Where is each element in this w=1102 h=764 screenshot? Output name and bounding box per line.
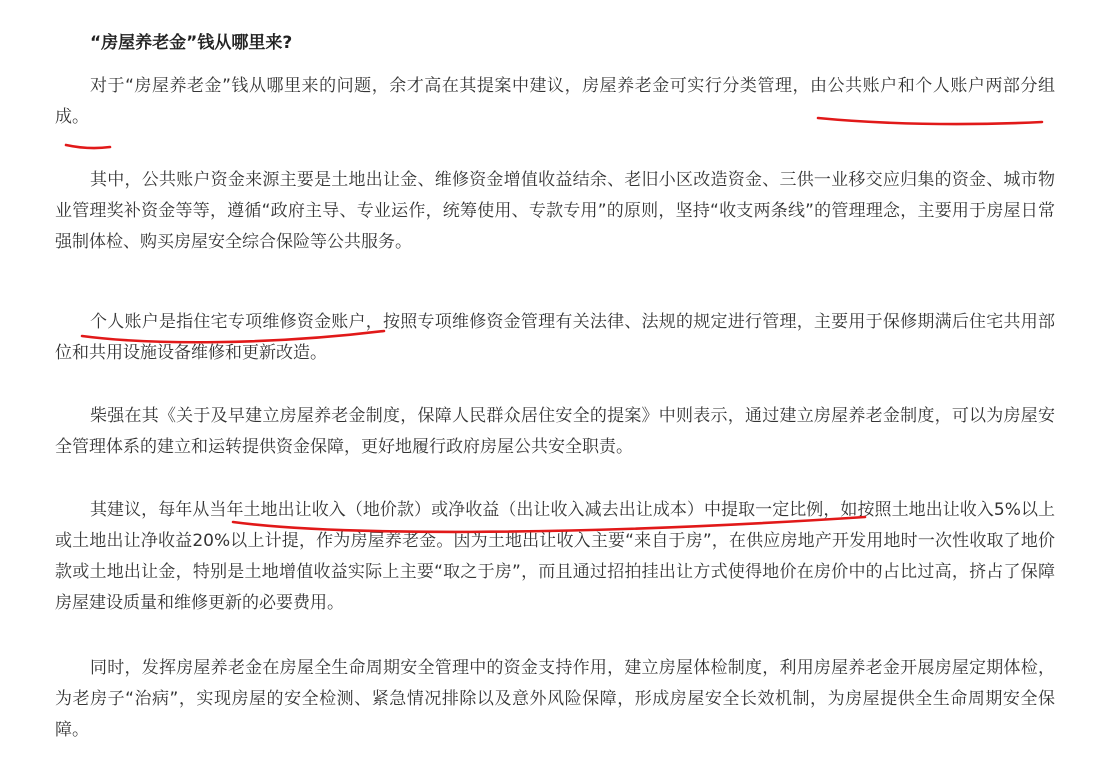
paragraph-4: 柴强在其《关于及早建立房屋养老金制度，保障人民群众居住安全的提案》中则表示，通过建立房屋养老金制度，可以为房屋安全管理体系的建立和运转提供资金保障，更好地履行政府房屋公共安全职责。 — [55, 406, 1055, 457]
paragraph-2: 其中，公共账户资金来源主要是土地出让金、维修资金增值收益结余、老旧小区改造资金、三供一业移交应归集的资金、城市物业管理奖补资金等等，遵循“政府主导、专业运作，统筹使用、专款专用”的原则，坚持“收支两条线”的管理理念，主要用于房屋日常强制体检、购买房屋安全综合保险等公共服务。 — [55, 170, 1055, 252]
paragraph-1: 对于“房屋养老金”钱从哪里来的问题，余才高在其提案中建议，房屋养老金可实行分类管理，由公共账户和个人账户两部分组成。 — [55, 76, 1055, 127]
paragraph-3: 个人账户是指住宅专项维修资金账户，按照专项维修资金管理有关法律、法规的规定进行管理，主要用于保修期满后住宅共用部位和共用设施设备维修和更新改造。 — [55, 312, 1055, 363]
paragraph-6: 同时，发挥房屋养老金在房屋全生命周期安全管理中的资金支持作用，建立房屋体检制度，利用房屋养老金开展房屋定期体检，为老房子“治病”，实现房屋的安全检测、紧急情况排除以及意外风险保障，形成房屋安全长效机制，为房屋提供全生命周期安全保障。 — [55, 658, 1055, 740]
paragraph-5: 其建议，每年从当年土地出让收入（地价款）或净收益（出让收入减去出让成本）中提取一定比例，如按照土地出让收入5%以上或土地出让净收益20%以上计提，作为房屋养老金。因为土地出让收入主要“来自于房”，在供应房地产开发用地时一次性收取了地价款或土地出让金，特别是土地增值收益实际上主要“取之于房”，而且通过招拍挂出让方式使得地价在房价中的占比过高，挤占了保障房屋建设质量和维修更新的必要费用。 — [55, 500, 1055, 613]
article-heading: “房屋养老金”钱从哪里来? — [90, 33, 293, 53]
underline-account-composition-line2 — [66, 145, 110, 148]
